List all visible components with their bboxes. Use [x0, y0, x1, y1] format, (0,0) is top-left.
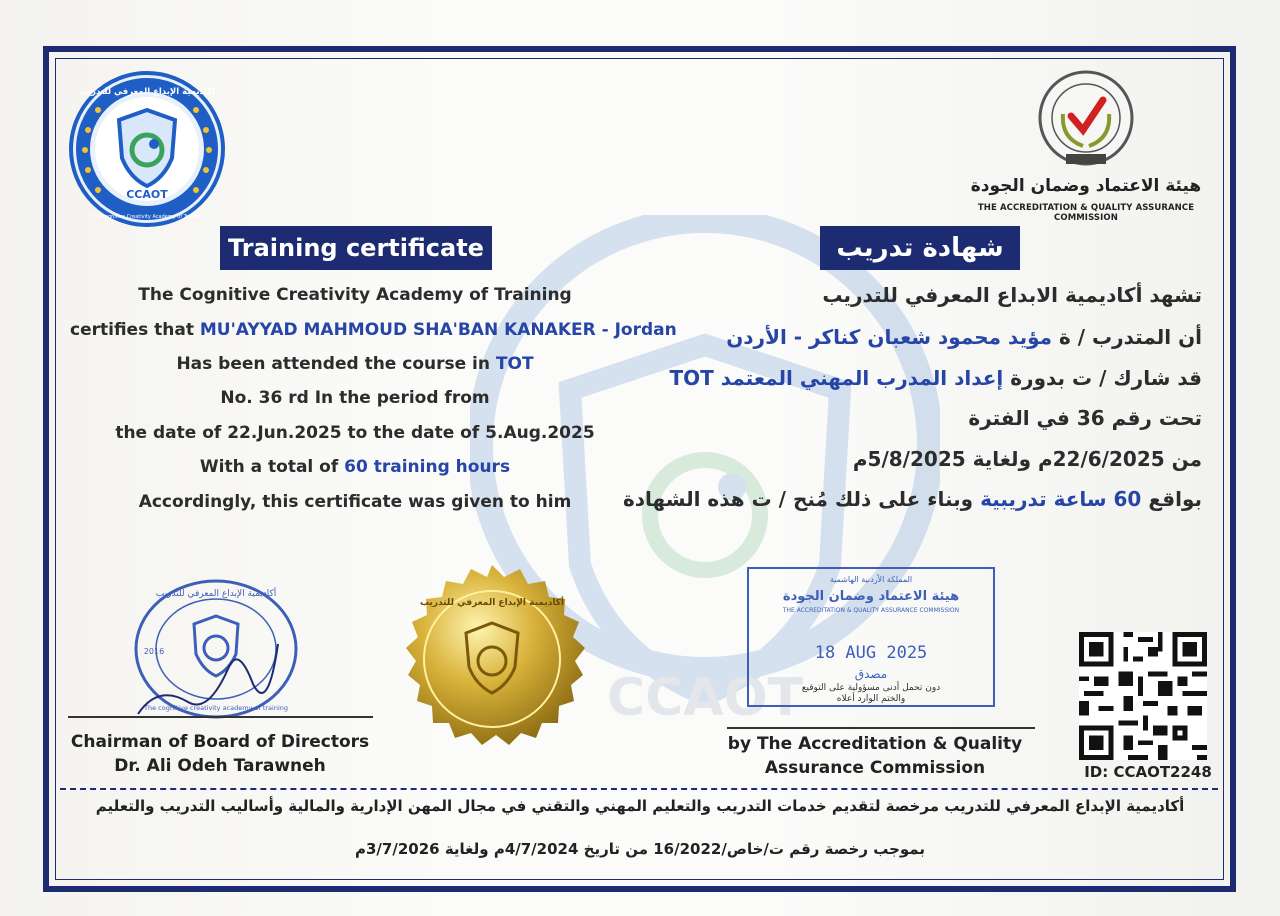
commission-stamp-date: 18 AUG 2025: [814, 643, 928, 663]
commission-stamp-name-en: THE ACCREDITATION & QUALITY ASSURANCE COMMISSION: [782, 607, 960, 614]
arabic-line-1: تشهد أكاديمية الابداع المعرفي للتدريب: [822, 283, 1202, 307]
commission-stamp-note1: دون تحمل أدنى مسؤولية على التوقيع: [801, 683, 941, 693]
commission-signature-line: [727, 727, 1035, 729]
attended-label: Has been attended the course in: [176, 354, 490, 374]
round-stamp-year: 2016: [143, 647, 165, 656]
gold-seal-text: أكاديمية الإبداع المعرفي للتدريب: [419, 598, 565, 608]
round-stamp-bottom-text: The cognitive creativity academy of training: [144, 704, 288, 712]
certifies-label: certifies that: [70, 320, 194, 340]
round-stamp-ring-text: أكاديمية الإبداع المعرفي للتدريب: [155, 589, 277, 599]
academy-round-stamp: [128, 574, 304, 724]
english-line-1: The Cognitive Creativity Academy of Training: [138, 285, 572, 305]
ccaot-logo-acronym: CCAOT: [126, 188, 168, 201]
aqac-logo: [1033, 68, 1139, 174]
total-label: With a total of: [199, 457, 339, 477]
arabic-line-2: [602, 325, 1202, 349]
hours-english: 60 training hours: [344, 457, 511, 477]
arabic-line-5: من 22/6/2025م ولغاية 5/8/2025م: [852, 447, 1202, 471]
english-line-4: No. 36 rd In the period from: [220, 388, 490, 408]
arabic-title-banner: شهادة تدريب: [820, 226, 1020, 270]
course-name-english: TOT: [495, 354, 534, 374]
chairman-title: Chairman of Board of Directors: [70, 732, 370, 752]
qr-code: [1078, 632, 1208, 760]
commission-stamp-approved: مصدق: [854, 667, 888, 681]
english-line-6: [70, 457, 640, 477]
hours-arabic: 60 ساعة تدريبية: [980, 487, 1142, 511]
english-line-2: [70, 320, 677, 340]
english-line-7: Accordingly, this certificate was given to him: [138, 492, 572, 512]
arabic-line-4: تحت رقم 36 في الفترة: [968, 406, 1202, 430]
chairman-name: Dr. Ali Odeh Tarawneh: [114, 756, 326, 776]
footer-license-line-2: بموجب رخصة رقم ت/خاص/16/2022 من تاريخ 4/7/2024م ولغاية 3/7/2026م: [355, 840, 925, 858]
arabic-line-3: [602, 366, 1202, 390]
aqac-name-english: THE ACCREDITATION & QUALITY ASSURANCE COMMISSION: [977, 203, 1195, 223]
trainee-label-arabic: أن المتدرب / ة: [1058, 325, 1202, 349]
chairman-signature-line: [68, 716, 373, 718]
gold-seal: [388, 563, 596, 773]
footer-license-line-1: أكاديمية الإبداع المعرفي للتدريب مرخصة لتقديم خدمات التدريب والتعليم المهني والتقني في مجال المهن الإدارية والمالية وأساليب التدريب والتعليم: [95, 797, 1185, 815]
trainee-name-arabic: مؤيد محمود شعبان كناكر - الأردن: [726, 325, 1052, 349]
commission-stamp-name-ar: هيئة الاعتماد وضمان الجودة: [782, 589, 960, 604]
certificate-id: ID: CCAOT2248: [1084, 763, 1212, 781]
course-name-arabic: إعداد المدرب المهني المعتمد TOT: [669, 366, 1004, 390]
hours-label-arabic: بواقع: [1148, 487, 1202, 511]
course-label-arabic: قد شارك / ت بدورة: [1010, 366, 1202, 390]
commission-line-1: by The Accreditation & Quality: [727, 734, 1023, 754]
commission-line-2: Assurance Commission: [764, 758, 986, 778]
commission-stamp-kingdom: المملكة الأردنية الهاشمية: [829, 575, 913, 584]
ccaot-logo-bottom-text: The Cognitive Creativity Academy of Training: [90, 214, 204, 220]
commission-stamp: [746, 566, 996, 708]
english-line-5: the date of 22.Jun.2025 to the date of 5.Aug.2025: [115, 423, 595, 443]
ccaot-logo-ring-text: أكاديمية الإبداع المعرفي للتدريب: [78, 87, 216, 97]
commission-stamp-note2: والختم الوارد أعلاه: [836, 694, 906, 704]
footer-separator: [60, 788, 1218, 790]
arabic-line-6: [602, 487, 1202, 511]
ccaot-logo: [68, 70, 226, 228]
english-line-3: [70, 354, 640, 374]
english-title-banner: Training certificate: [220, 226, 492, 270]
given-label-arabic: وبناء على ذلك مُنح / ت هذه الشهادة: [622, 487, 974, 511]
watermark-text: CCAOT: [606, 668, 804, 728]
trainee-name-english: MU'AYYAD MAHMOUD SHA'BAN KANAKER - Jordan: [199, 320, 677, 340]
aqac-name-arabic: هيئة الاعتماد وضمان الجودة: [970, 176, 1202, 196]
